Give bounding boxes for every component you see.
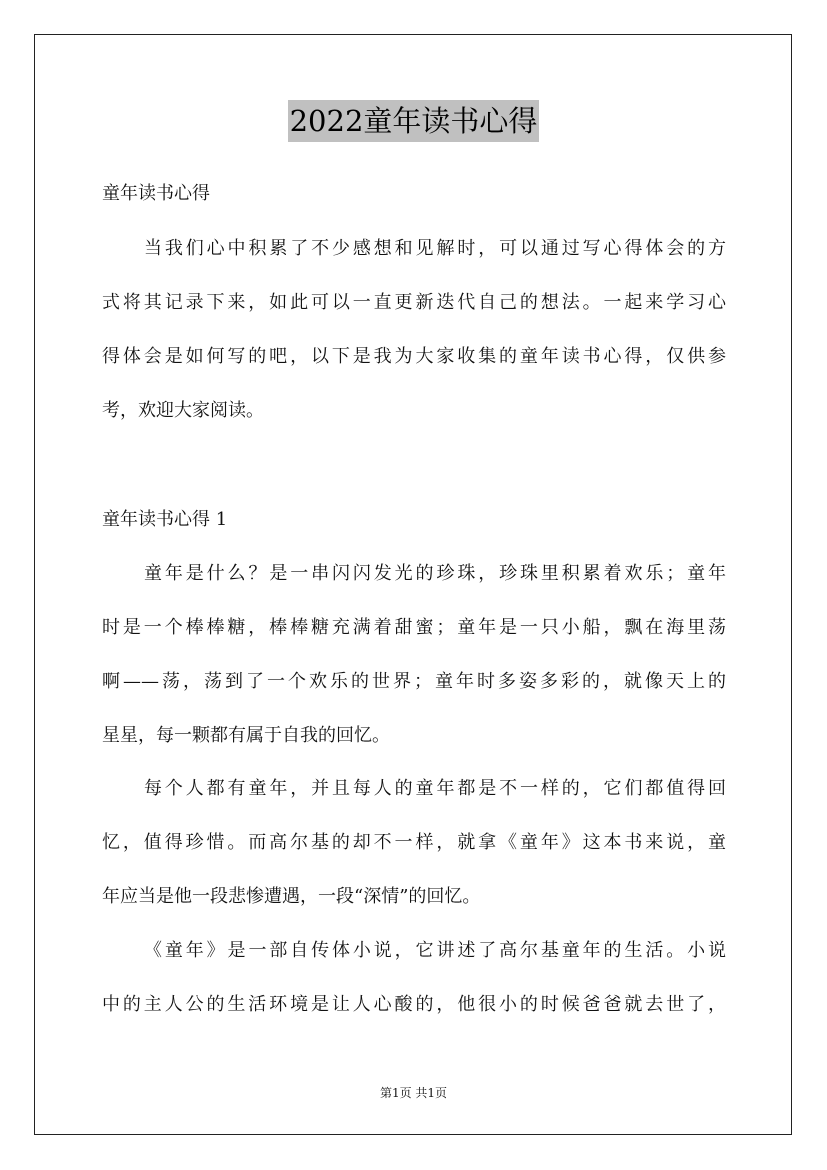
- paragraph-line: 当我们心中积累了不少感想和见解时，可以通过写心得体会的方: [144, 238, 726, 259]
- paragraph-line: 啊——荡，荡到了一个欢乐的世界；童年时多姿多彩的，就像天上的: [102, 671, 726, 692]
- paragraph-line: 每个人都有童年，并且每人的童年都是不一样的，它们都值得回: [144, 778, 726, 799]
- title-container: [0, 100, 827, 142]
- paragraph-line: 式将其记录下来，如此可以一直更新迭代自己的想法。一起来学习心: [102, 292, 726, 313]
- intro-heading: 童年读书心得: [102, 183, 210, 204]
- paragraph-line: 时是一个棒棒糖，棒棒糖充满着甜蜜；童年是一只小船，飘在海里荡: [102, 617, 726, 638]
- paragraph-line: 考，欢迎大家阅读。: [102, 400, 264, 421]
- section-heading: 童年读书心得 1: [102, 509, 228, 530]
- paragraph-line: 忆，值得珍惜。而高尔基的却不一样，就拿《童年》这本书来说，童: [102, 832, 726, 853]
- paragraph-line: 年应当是他一段悲惨遭遇，一段“深情”的回忆。: [102, 886, 481, 907]
- paragraph-line: 得体会是如何写的吧，以下是我为大家收集的童年读书心得，仅供参: [102, 346, 726, 367]
- paragraph-line: 中的主人公的生活环境是让人心酸的，他很小的时候爸爸就去世了，: [102, 994, 726, 1015]
- paragraph-line: 《童年》是一部自传体小说，它讲述了高尔基童年的生活。小说: [144, 940, 726, 961]
- paragraph-line: 星星，每一颗都有属于自我的回忆。: [102, 725, 390, 746]
- document-title: 2022童年读书心得: [288, 100, 540, 142]
- page-footer: 第1页 共1页: [379, 1086, 448, 1100]
- paragraph-line: 童年是什么？是一串闪闪发光的珍珠，珍珠里积累着欢乐；童年: [144, 563, 726, 584]
